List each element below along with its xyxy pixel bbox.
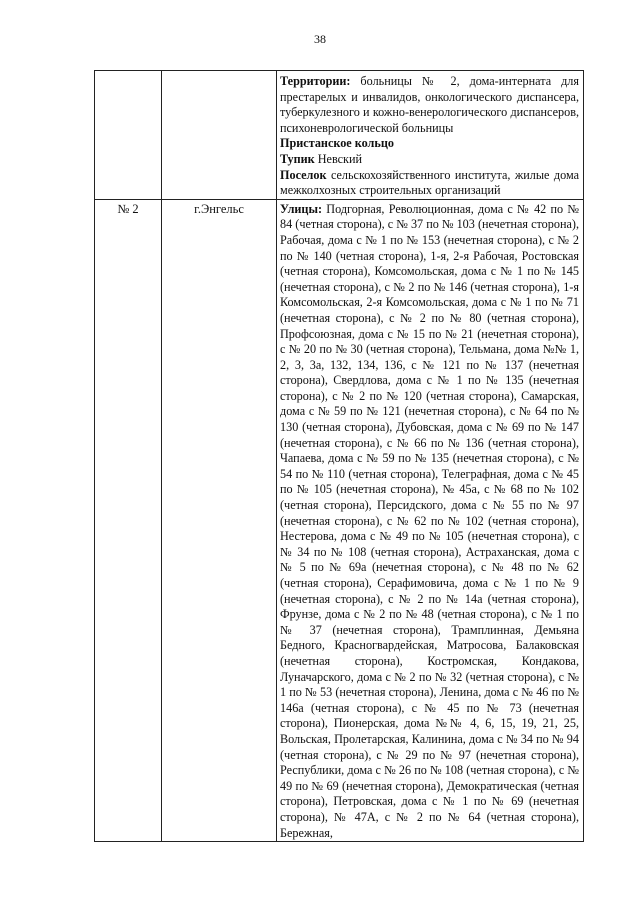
city-cell: [162, 71, 277, 200]
addresses-text: [277, 71, 583, 199]
addresses-cell: [277, 199, 584, 841]
table-row: [95, 199, 584, 841]
paragraph-streets: Улицы: Подгорная, Революционная, дома с № 42 по № 84 (четная сторона), с № 37 по № 103 (нечетная сторона), Рабочая, дома с № 1 по № 153 (нечетная сторона), с № 2 по № 140 (четная сторона), 1-я, 2-я Рабочая, Ростовская (четная сторона), Комсомольская, дома с № 1 по № 145 (нечетная сторона), с № 2 по № 146 (четная сторона), 1-я Комсомольская, 2-я Комсомольская, дома с № 1 по № 71 (нечетная сторона), с № 2 по № 80 (четная сторона), Профсоюзная, дома с № 15 по № 21 (нечетная сторона), с № 20 по № 30 (четная сторона), Тельмана, дома №№ 1, 2, 3, 3а, 132, 134, 136, с № 121 по № 137 (нечетная сторона), Свердлова, дома с № 1 по № 135 (нечетная сторона), с № 2 по № 120 (четная сторона), Самарская, дома с № 59 по № 121 (нечетная сторона), с № 64 по № 130 (четная сторона), Дубовская, дома с № 69 по № 147 (нечетная сторона), с № 66 по № 136 (четная сторона), Чапаева, дома с № 59 по № 135 (нечетная сторона), с № 54 по № 110 (четная сторона), Телеграфная, дома с № 45 по № 105 (нечетная сторона), № 45а, с № 68 по № 102 (четная сторона), Персидского, дома с № 55 по № 97 (нечетная сторона), с № 62 по № 102 (четная сторона), Нестерова, дома с № 49 по № 105 (нечетная сторона), с № 34 по № 108 (четная сторона), Астраханская, дома с № 5 по № 69а (нечетная сторона), с № 48 по № 62 (четная сторона), Серафимовича, дома с № 1 по № 9 (нечетная сторона), с № 2 по № 14а (четная сторона), Фрунзе, дома с № 2 по № 48 (четная сторона), с № 1 по № 37 (нечетная сторона), Трамплинная, Демьяна Бедного, Красногвардейская, Матросова, Балаковская (нечетная сторона), Костромская, Кондакова, Луначарского, дома с № 2 по № 32 (четная сторона), с № 1 по № 53 (нечетная сторона), Ленина, дома с № 46 по № 146а (четная сторона), с № 45 по № 73 (нечетная сторона), Пионерская, дома №№ 4, 6, 15, 19, 21, 25, Вольская, Пролетарская, Калинина, дома с № 34 по № 94 (четная сторона), с № 29 по № 97 (нечетная сторона), Республики, дома с № 26 по № 108 (четная сторона), с № 49 по № 69 (нечетная сторона), Демократическая (четная сторона), Петровская, дома с № 1 по № 69 (нечетная сторона), № 47А, с № 2 по № 64 (четная сторона), Бережная,: [280, 201, 579, 840]
paragraph-settlement: Поселок сельскохозяйственного института, жилые дома межколхозных строительных организаций: [280, 167, 579, 198]
table-row: [95, 71, 584, 200]
paragraph-territories: Территории: больницы № 2, дома-интерната для престарелых и инвалидов, онкологического диспансера, туберкулезного и кожно-венерологического диспансеров, психоневрологической больницы: [280, 74, 579, 135]
paragraph-deadend: Тупик Невский: [280, 151, 363, 166]
district-table: [94, 70, 584, 842]
page-number: 38: [314, 32, 326, 46]
district-number-cell: № 2: [95, 199, 162, 841]
paragraph-ring: Пристанское кольцо: [280, 136, 394, 151]
addresses-text: [277, 200, 583, 841]
city-cell: г.Энгельс: [162, 199, 277, 841]
district-number-cell: [95, 71, 162, 200]
addresses-cell: [277, 71, 584, 200]
